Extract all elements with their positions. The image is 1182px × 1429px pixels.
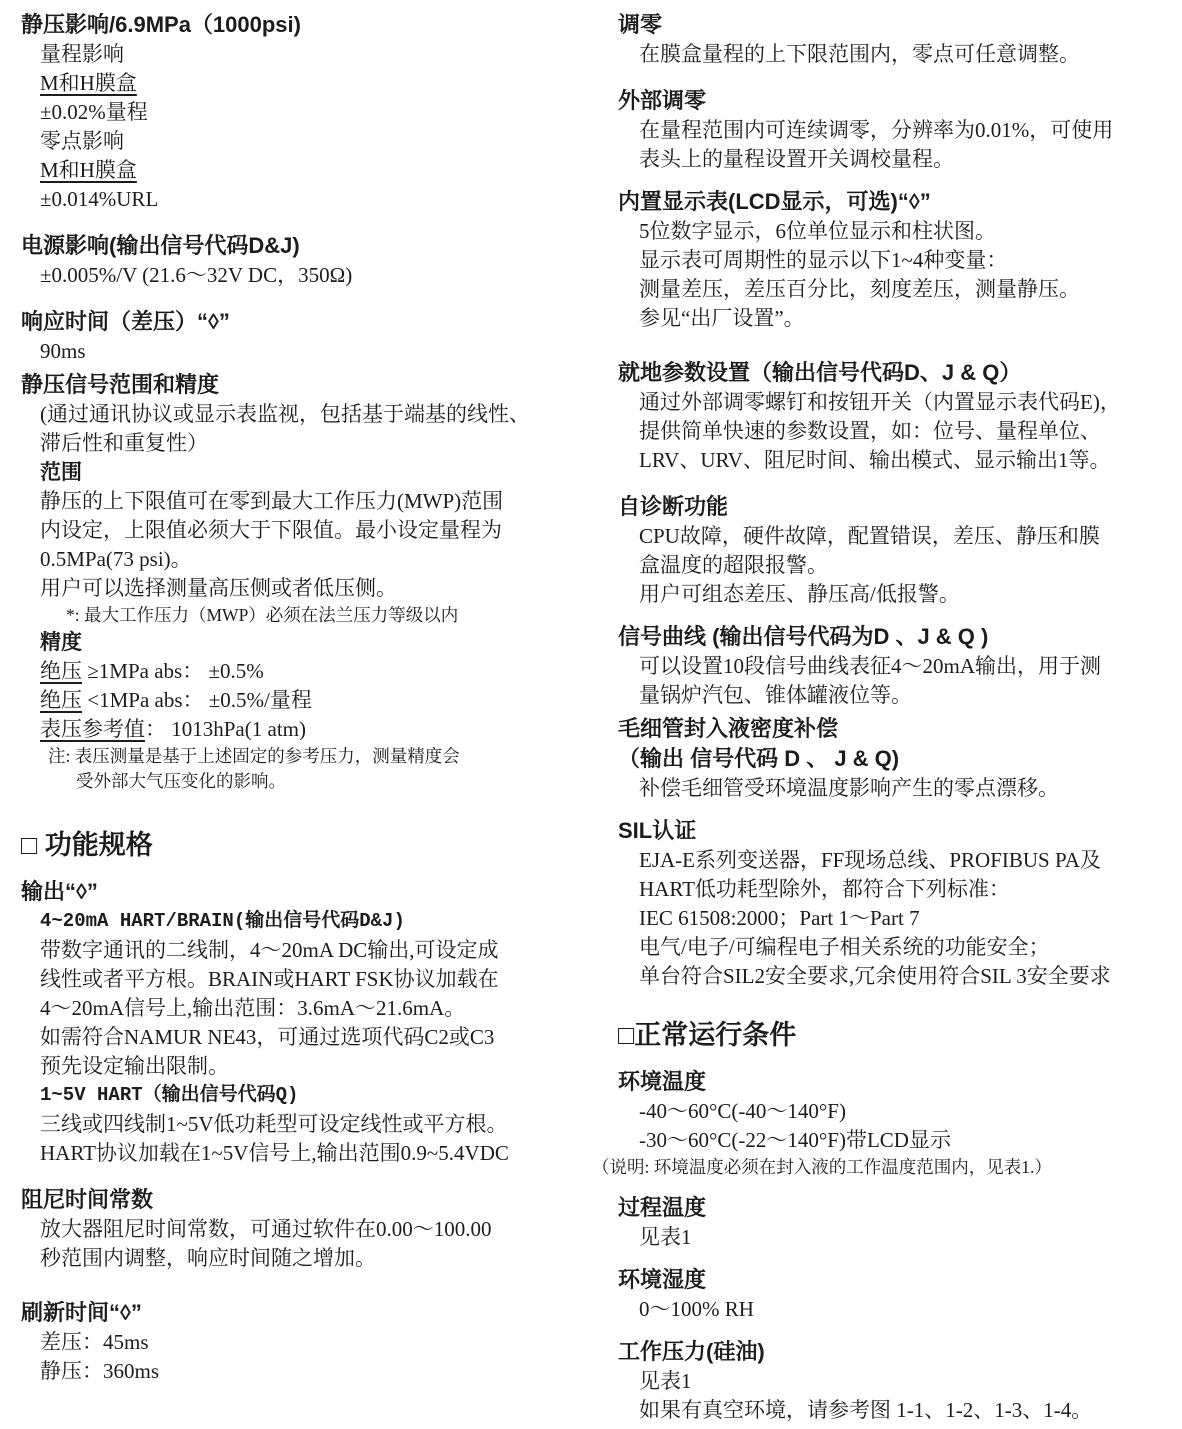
underlined-term: 绝压 (40, 688, 82, 712)
section-ambient-humidity (592, 1265, 1182, 1324)
text-line: 内设定，上限值必须大于下限值。最小设定量程为 (40, 518, 502, 542)
section-local-parameter-setting (592, 358, 1182, 475)
text-line: M和H膜盒 (40, 158, 137, 182)
text-line: HART协议加载在1~5V信号上,输出范围0.9~5.4VDC (40, 1141, 509, 1165)
section-heading: 工作压力(硅油) (618, 1339, 765, 1364)
text-line: 补偿毛细管受环境温度影响产生的零点漂移。 (639, 776, 1059, 800)
text-line (21, 657, 587, 686)
text-line: 用户可组态差压、静压高/低报警。 (639, 582, 960, 606)
section-functional-specifications-title (21, 826, 587, 864)
text-line: 量锅炉汽包、锥体罐液位等。 (639, 683, 912, 707)
section-heading: 静压影响/6.9MPa（1000psi) (21, 12, 301, 37)
section-heading: （输出 信号代码 D 、 J & Q) (618, 746, 900, 771)
text-line: 1~5V HART（输出信号代码Q) (40, 1084, 299, 1106)
section-power-supply-effect (21, 231, 587, 290)
text-line: 盒温度的超限报警。 (639, 553, 828, 577)
text-line: 90ms (40, 339, 86, 363)
section-external-zero-adjustment (592, 86, 1182, 174)
section-integral-indicator-lcd (592, 187, 1182, 333)
text-line: 测量差压，差压百分比，刻度差压，测量静压。 (639, 277, 1080, 301)
text-line: EJA-E系列变送器，FF现场总线、PROFIBUS PA及 (639, 848, 1101, 872)
text-line: 量程影响 (40, 42, 124, 66)
section-heading: 刷新时间“◊” (21, 1300, 142, 1325)
section-heading: 响应时间（差压）“◊” (21, 309, 230, 334)
section-heading: SIL认证 (618, 818, 697, 843)
text-line: 放大器阻尼时间常数，可通过软件在0.00～100.00 (40, 1217, 492, 1241)
text-line: *: 最大工作压力（MWP）必须在法兰压力等级以内 (66, 605, 459, 625)
section-title: □正常运行条件 (618, 1020, 797, 1050)
section-output (21, 877, 587, 1168)
text-line: (通过通讯协议或显示表监视，包括基于端基的线性、 (40, 402, 530, 426)
text-line: 4~20mA HART/BRAIN(输出信号代码D&J) (40, 910, 405, 932)
text-line: CPU故障，硬件故障，配置错误，差压、静压和膜 (639, 524, 1100, 548)
section-self-diagnostics (592, 492, 1182, 609)
section-sil-certification (592, 816, 1182, 991)
section-signal-characterizer (592, 622, 1182, 710)
text-run: <1MPa abs： ±0.5%/量程 (82, 688, 312, 712)
section-static-pressure-effect (21, 10, 587, 214)
text-line: 受外部大气压变化的影响。 (76, 771, 286, 791)
text-line: 预先设定输出限制。 (40, 1054, 229, 1078)
section-zero-adjustment (592, 10, 1182, 69)
text-line: 表头上的量程设置开关调校量程。 (639, 147, 954, 171)
section-working-pressure-silicone-oil (592, 1337, 1182, 1425)
text-line: 滞后性和重复性） (40, 431, 208, 455)
section-heading: 静压信号范围和精度 (21, 372, 220, 397)
section-heading: 过程温度 (618, 1195, 707, 1220)
text-line: 三线或四线制1~5V低功耗型可设定线性或平方根。 (40, 1112, 508, 1136)
section-update-time (21, 1298, 587, 1386)
section-response-time-dp (21, 307, 587, 366)
section-heading: 环境湿度 (618, 1267, 707, 1292)
text-line: 参见“出厂设置”。 (639, 306, 805, 330)
text-run: ≥1MPa abs： ±0.5% (82, 659, 264, 683)
section-heading: 电源影响(输出信号代码D&J) (21, 233, 300, 258)
text-line: 零点影响 (40, 129, 124, 153)
text-line: 带数字通讯的二线制，4～20mA DC输出,可设定成 (40, 938, 499, 962)
text-line: 静压的上下限值可在零到最大工作压力(MWP)范围 (40, 489, 504, 513)
text-line: 注: 表压测量是基于上述固定的参考压力，测量精度会 (48, 746, 460, 766)
section-heading: 外部调零 (618, 88, 707, 113)
section-heading: 输出“◊” (21, 879, 98, 904)
text-line: 通过外部调零螺钉和按钮开关（内置显示表代码E)， (639, 390, 1121, 414)
column-left (21, 10, 587, 1386)
text-line: 范围 (40, 461, 82, 484)
text-line: 单台符合SIL2安全要求,冗余使用符合SIL 3安全要求 (639, 964, 1111, 988)
text-line: IEC 61508:2000；Part 1～Part 7 (639, 906, 920, 930)
section-heading: 信号曲线 (输出信号代码为D 、J & Q ) (618, 624, 989, 649)
text-line: 显示表可周期性的显示以下1~4种变量： (639, 248, 1008, 272)
text-line (21, 686, 587, 715)
text-line: ±0.02%量程 (40, 100, 148, 124)
text-line: -40～60°C(-40～140°F) (639, 1099, 846, 1123)
column-right (592, 10, 1182, 1425)
section-damping-time-constant (21, 1185, 587, 1273)
text-line: ±0.005%/V (21.6～32V DC，350Ω) (40, 263, 353, 287)
text-line: 见表1 (639, 1369, 692, 1393)
text-line: 线性或者平方根。BRAIN或HART FSK协议加载在 (40, 967, 499, 991)
section-heading: 就地参数设置（输出信号代码D、J & Q） (618, 360, 1022, 385)
text-line: 5位数字显示，6位单位显示和柱状图。 (639, 219, 996, 243)
text-line: 在量程范围内可连续调零，分辨率为0.01%，可使用 (639, 118, 1114, 142)
section-heading: 阻尼时间常数 (21, 1187, 154, 1212)
text-line: 差压：45ms (40, 1330, 149, 1354)
section-heading: 毛细管封入液密度补偿 (618, 716, 839, 741)
text-line: 用户可以选择测量高压侧或者低压侧。 (40, 576, 397, 600)
section-heading: 自诊断功能 (618, 494, 729, 519)
text-line: 可以设置10段信号曲线表征4～20mA输出，用于测 (639, 654, 1101, 678)
section-heading: 调零 (618, 12, 663, 37)
text-line: （说明: 环境温度必须在封入液的工作温度范围内，见表1.） (592, 1157, 1052, 1177)
text-line: 如需符合NAMUR NE43，可通过选项代码C2或C3 (40, 1025, 495, 1049)
text-line (21, 715, 587, 744)
text-line: 0～100% RH (639, 1297, 754, 1321)
section-heading: 内置显示表(LCD显示，可选)“◊” (618, 189, 931, 214)
section-heading: 环境温度 (618, 1069, 707, 1094)
section-ambient-temperature (592, 1067, 1182, 1180)
section-process-temperature (592, 1193, 1182, 1252)
text-line: 0.5MPa(73 psi)。 (40, 547, 192, 571)
text-line: 精度 (40, 631, 82, 654)
section-static-pressure-signal-range-and-accuracy (21, 370, 587, 794)
text-line: 静压：360ms (40, 1359, 160, 1383)
section-title: □ 功能规格 (21, 830, 153, 860)
section-normal-operating-conditions-title (592, 1016, 1182, 1054)
text-line: -30～60°C(-22～140°F)带LCD显示 (639, 1128, 951, 1152)
text-line: ±0.014%URL (40, 187, 159, 211)
text-line: 电气/电子/可编程电子相关系统的功能安全； (639, 935, 1050, 959)
text-line: LRV、URV、阻尼时间、输出模式、显示输出1等。 (639, 448, 1111, 472)
text-line: 提供简单快速的参数设置，如：位号、量程单位、 (639, 419, 1101, 443)
underlined-term: 绝压 (40, 659, 82, 683)
text-run: ： 1013hPa(1 atm) (145, 717, 306, 741)
text-line: M和H膜盒 (40, 71, 137, 95)
text-line: 秒范围内调整，响应时间随之增加。 (40, 1246, 376, 1270)
underlined-term: 表压参考值 (40, 717, 145, 741)
section-capillary-fill-fluid-density-compensation (592, 714, 1182, 803)
text-line: 在膜盒量程的上下限范围内，零点可任意调整。 (639, 42, 1080, 66)
text-line: HART低功耗型除外，都符合下列标准： (639, 877, 1010, 901)
text-line: 4～20mA信号上,输出范围：3.6mA～21.6mA。 (40, 996, 466, 1020)
text-line: 如果有真空环境，请参考图 1-1、1-2、1-3、1-4。 (639, 1398, 1093, 1422)
text-line: 见表1 (639, 1225, 692, 1249)
